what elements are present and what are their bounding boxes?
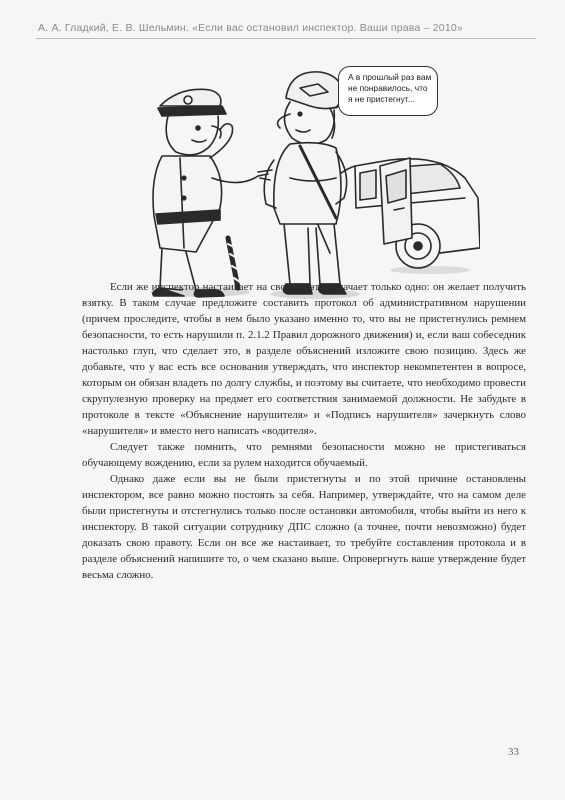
body-text [82, 279, 526, 583]
driver-figure [264, 72, 346, 294]
page-number: 33 [508, 746, 519, 758]
speech-bubble-line: я не пристегнут... [348, 94, 415, 104]
speech-bubble [338, 66, 438, 116]
speech-bubble-line: не понравилось, что [348, 83, 428, 93]
ground-shadow [390, 266, 470, 274]
paragraph: Если же инспектор настаивает на своем – это означает только одно: он желает получить взятку. В таком случае предложите составить протокол об административном нарушении (причем проследите, чтобы в нем было указано именно то, что вы не пристегнулись ремнем безопасности, то есть нарушили п. 2.1.2 Правил дорожного движения) и, если ваш собеседник настолько глуп, что сделает это, в разделе объяснений изложите свою позицию. Здесь же добавьте, что у вас есть все основания утверждать, что инспектор некомпетентен в вопросе, которым он обязан владеть по долгу службы, и поэтому вы считаете, что необходимо провести скрупулезную проверку на предмет его соответствия занимаемой должности. Не забудьте в протоколе в тексте «Объяснение нарушителя» и «Подпись нарушителя» зачеркнуть слово «нарушителя» и вместо него написать «водителя». [82, 281, 526, 437]
paragraph: Однако даже если вы не были пристегнуты и по этой причине остановлены инспектором, все равно можно постоять за себя. Например, утверждайте, что на самом деле были пристегнуты и отстегнулись только после остановки автомобиля, чтобы выйти из него к инспектору. В такой ситуации сотруднику ДПС сложно (а точнее, почти невозможно) будет доказать свою правоту. Если он все же настаивает, то требуйте составления протокола и в разделе объяснений напишите то, о чем сказано выше. Опровергнуть ваше утверждение будет весьма сложно. [82, 473, 526, 581]
header-rule [36, 38, 536, 39]
policeman-figure [153, 89, 272, 297]
speech-bubble-line: А в прошлый раз вам [348, 72, 432, 82]
paragraph: Следует также помнить, что ремнями безопасности можно не пристегиваться обучающему вождению, если за рулем находится обучаемый. [82, 441, 526, 469]
running-head: А. А. Гладкий, Е. В. Шельмин. «Если вас остановил инспектор. Ваши права – 2010» [38, 22, 463, 34]
